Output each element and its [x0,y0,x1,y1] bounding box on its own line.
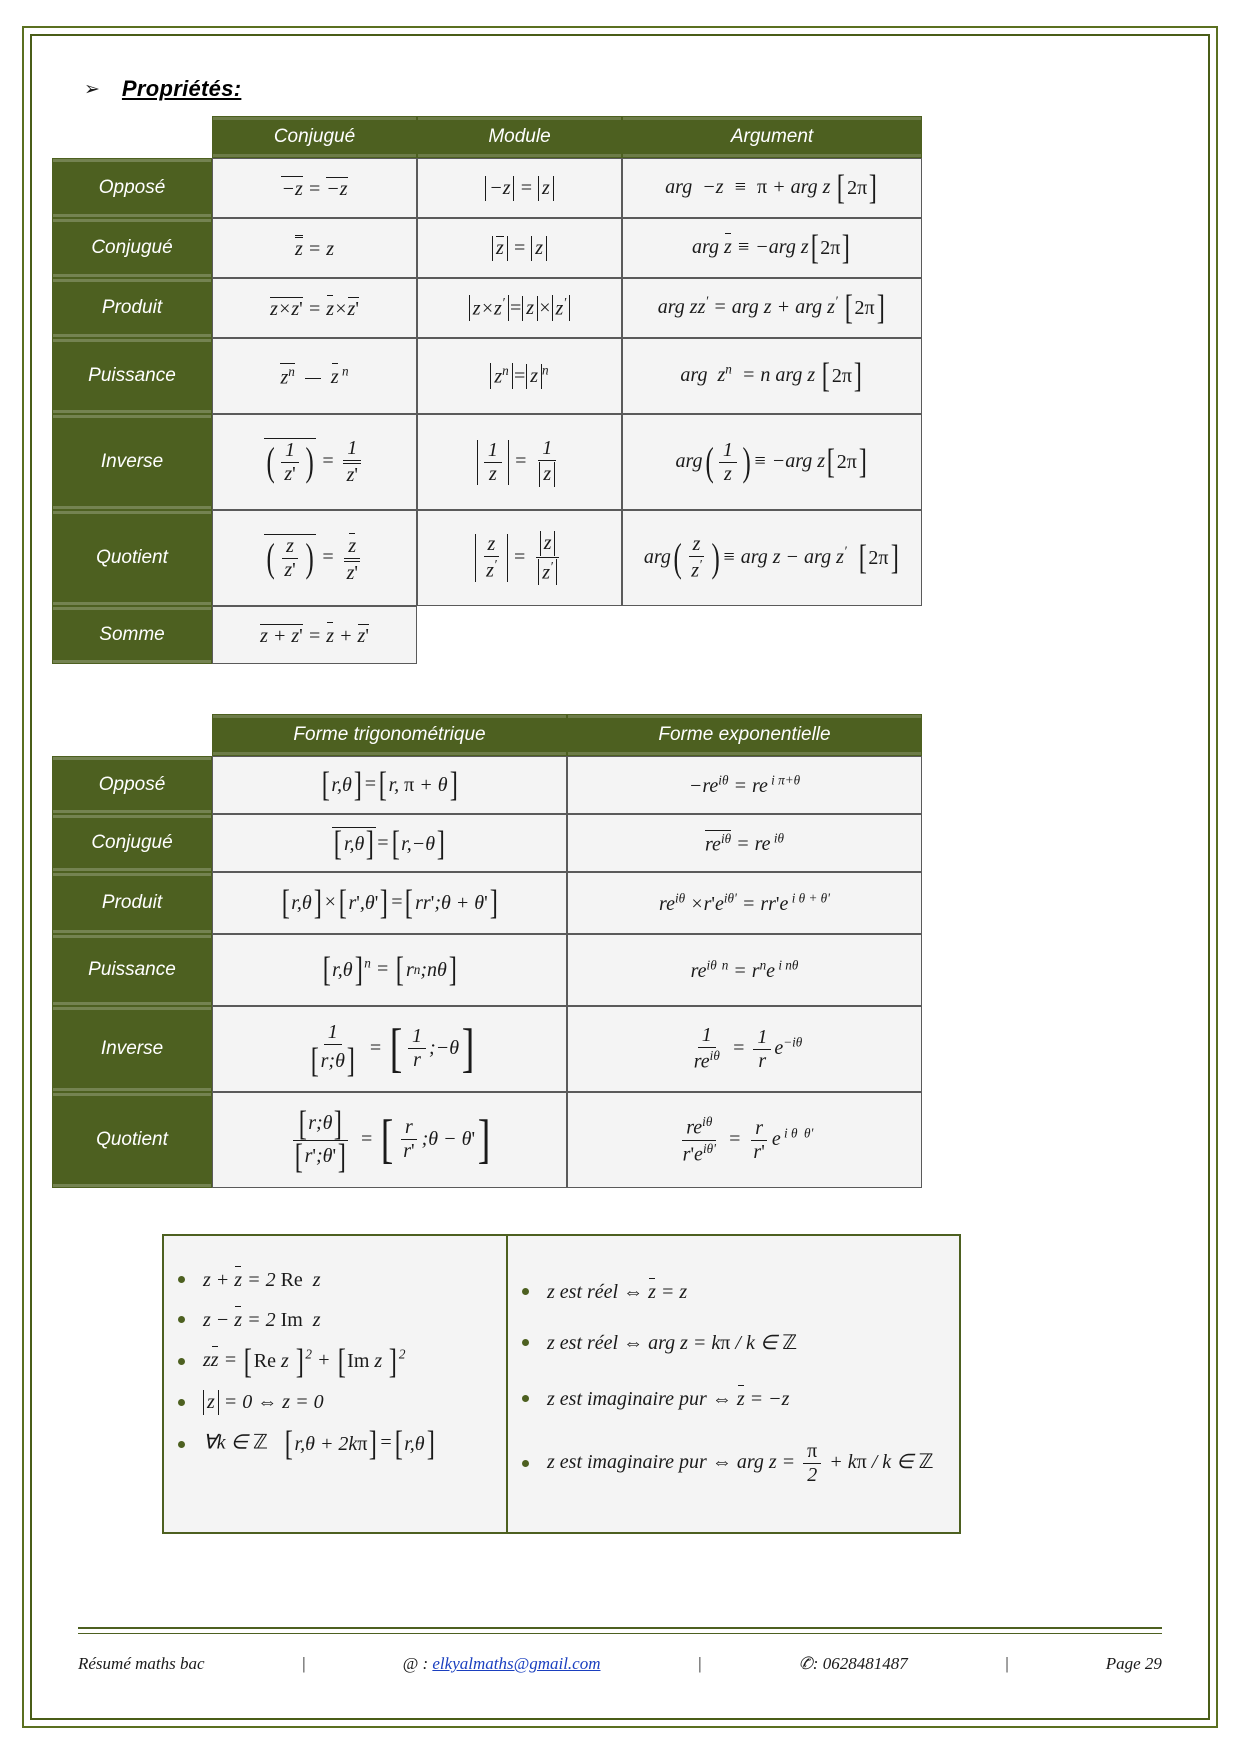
list-item: z − z = 2 Im z [178,1306,496,1332]
row-label-forms-produit: Produit [52,872,212,934]
table-row [52,278,922,338]
row-label-puissance: Puissance [52,338,212,414]
cell-forms-inverse-trig: 1 [ r;θ ] = [ $\frac{1}{r}$ ;−θ ] [212,1006,567,1092]
cell-forms-inverse-expo: $\frac{1}{re^{i\theta}}$ = $\frac{1}{r}$ $e^{-i\theta}$ [567,1006,922,1092]
table-row [52,158,922,218]
cell-forms-oppose-expo: $-re^{i\theta}$ = re $^{i \pi+\theta}$ [567,756,922,814]
facts-column-right [508,1236,959,1532]
footer-separator-1: | [301,1654,306,1673]
cell-puissance-conjugue: $z^n$ z $^n$ [212,338,417,414]
row-label-conjugue: Conjugué [52,218,212,278]
facts-column-left [164,1236,508,1532]
footer-phone-colon: : [812,1654,823,1673]
col-header-blank-2 [52,714,212,756]
cell-forms-puissance-trig: [ r,θ ] $^n$ = [ r n ;nθ ] [212,934,567,1006]
table-row [52,606,922,664]
cell-produit-module: z×z′ = z × z′ [417,278,622,338]
footer-page-number: Page 29 [1105,1654,1162,1673]
bullet-dot-icon [178,1316,185,1323]
cell-forms-quotient-expo: $\frac{re^{i\theta}}{r'e^{i\theta'}}$ = $\frac{r}{r'}$ e $^{i \theta \theta'}$ [567,1092,922,1188]
table-forms-wrapper [52,714,1188,1188]
cell-conjugue-argument: arg z ≡ −arg z [ 2π ] [622,218,922,278]
row-label-inverse: Inverse [52,414,212,510]
cell-somme-conjugue: z + z' = z + z' [212,606,417,664]
arrow-bullet-icon: ➢ [84,78,100,100]
cell-conjugue-module: z = z [417,218,622,278]
bullet-dot-icon [178,1441,185,1448]
table-forms-header-row [52,714,922,756]
col-header-forme-trigonometrique: Forme trigonométrique [212,714,567,756]
footer-separator-3: | [1004,1654,1010,1673]
table-row [52,414,922,510]
cell-somme-module [417,606,622,664]
table-properties-header-row [52,116,922,158]
table-properties-wrapper [52,116,1188,664]
bullet-dot-icon [522,1288,529,1295]
bullet-dot-icon [522,1395,529,1402]
row-label-somme: Somme [52,606,212,664]
cell-forms-quotient-trig: [ r;θ ] [ r ' ;θ ' ] = [ $\frac{r}{r'}$ ;θ − θ ' ] [212,1092,567,1188]
footer-email-link[interactable]: elkyalmaths@gmail.com [432,1654,601,1673]
table-row [52,338,922,414]
cell-inverse-module: $\frac{1}{z}$ = $\frac{1}{z}$ [417,414,622,510]
cell-quotient-module: $\frac{z}{z'}$ = $\frac{z}{z'}$ [417,510,622,606]
list-item: z est imaginaire pur ⇔ z = −z [522,1385,949,1411]
cell-inverse-conjugue: ( $\frac{1}{z'}$ ) = $\frac{1}{z'}$ [212,414,417,510]
bullet-dot-icon [178,1358,185,1365]
table-row [52,934,922,1006]
row-label-oppose: Opposé [52,158,212,218]
col-header-conjugue: Conjugué [212,116,417,158]
page-content [52,56,1188,1534]
cell-forms-puissance-expo: $re^{i\theta}$ $^n = r^ne$ $^{i n\theta}$ [567,934,922,1006]
list-item: z est réel ⇔ arg z = kπ / k ∈ ℤ [522,1330,949,1355]
list-item: z = 0 ⇔ z = 0 [178,1390,496,1415]
footer-phone-number: 0628481487 [822,1654,908,1673]
page-title: Propriétés: [121,76,242,101]
cell-somme-argument [622,606,922,664]
table-row [52,814,922,872]
bullet-dot-icon [522,1460,529,1467]
cell-forms-conjugue-trig: [ r,θ ] = [ r,−θ ] [212,814,567,872]
footer-title: Résumé maths bac [78,1654,205,1673]
col-header-argument: Argument [622,116,922,158]
cell-quotient-conjugue: ( $\frac{z}{z'}$ ) = $\frac{z}{z'}$ [212,510,417,606]
cell-oppose-argument: arg −z ≡ π + arg z [ 2 π ] [622,158,922,218]
row-label-forms-quotient: Quotient [52,1092,212,1188]
row-label-quotient: Quotient [52,510,212,606]
footer-email-group [403,1654,601,1674]
col-header-blank [52,116,212,158]
row-label-forms-oppose: Opposé [52,756,212,814]
cell-forms-oppose-trig: [ r,θ ] = [ r, π + θ ] [212,756,567,814]
footer-at-label: @ : [402,1654,429,1673]
row-label-forms-puissance: Puissance [52,934,212,1006]
bullet-dot-icon [178,1276,185,1283]
section-heading [84,76,1188,102]
cell-oppose-module: −z = z [417,158,622,218]
cell-forms-conjugue-expo: $re^{i\theta}$ = re $^{i\theta}$ [567,814,922,872]
row-label-forms-inverse: Inverse [52,1006,212,1092]
cell-conjugue-conjugue: z = z [212,218,417,278]
list-item: z + z = 2 Re z [178,1266,496,1292]
cell-quotient-argument: arg ( $\frac{z}{z'}$ ) ≡ arg z − arg z′ [ 2π ] [622,510,922,606]
list-item: z est réel ⇔ z = z [522,1278,949,1304]
cell-produit-argument: arg zz′ = arg z + arg z′ [ 2π ] [622,278,922,338]
row-label-produit: Produit [52,278,212,338]
cell-produit-conjugue: z×z' = z×z' [212,278,417,338]
page-footer [78,1654,1162,1674]
row-label-forms-conjugue: Conjugué [52,814,212,872]
facts-box [162,1234,961,1534]
table-row [52,756,922,814]
col-header-forme-exponentielle: Forme exponentielle [567,714,922,756]
cell-inverse-argument: arg ( $\frac{1}{z}$ ) ≡ −arg z [ 2π ] [622,414,922,510]
table-row [52,1092,922,1188]
table-row [52,872,922,934]
footer-divider-thin [78,1633,1162,1634]
table-row [52,510,922,606]
cell-puissance-argument: arg $z^n = n$ arg z [ 2π ] [622,338,922,414]
table-row [52,218,922,278]
footer-separator-2: | [697,1654,702,1673]
phone-icon: ✆ [798,1654,813,1673]
list-item: zz = [ Re z ] $^2$ + [ Im z ] $^2$ [178,1346,496,1376]
footer-divider-thick [78,1627,1162,1629]
cell-forms-produit-expo: $re^{i\theta} \times r'e^{i\theta'} = rr'e$ $^{i \theta + \theta'}$ [567,872,922,934]
list-item: z est imaginaire pur ⇔ arg z = $\frac{\pi}{2}$ + kπ / k ∈ ℤ [522,1441,949,1486]
table-properties [52,116,922,664]
cell-puissance-module: $z^n = z$ $^n$ [417,338,622,414]
cell-oppose-conjugue: −z = −z [212,158,417,218]
table-row [52,1006,922,1092]
table-forms [52,714,922,1188]
cell-forms-produit-trig: [ r,θ ] × [ r ' ,θ ' ] = [ rr ' ;θ + θ ' ] [212,872,567,934]
bullet-dot-icon [178,1399,185,1406]
list-item: ∀k ∈ ℤ [ r,θ + 2k π ] = [ r,θ ] [178,1429,496,1459]
footer-phone-group [799,1654,908,1674]
bullet-dot-icon [522,1339,529,1346]
col-header-module: Module [417,116,622,158]
